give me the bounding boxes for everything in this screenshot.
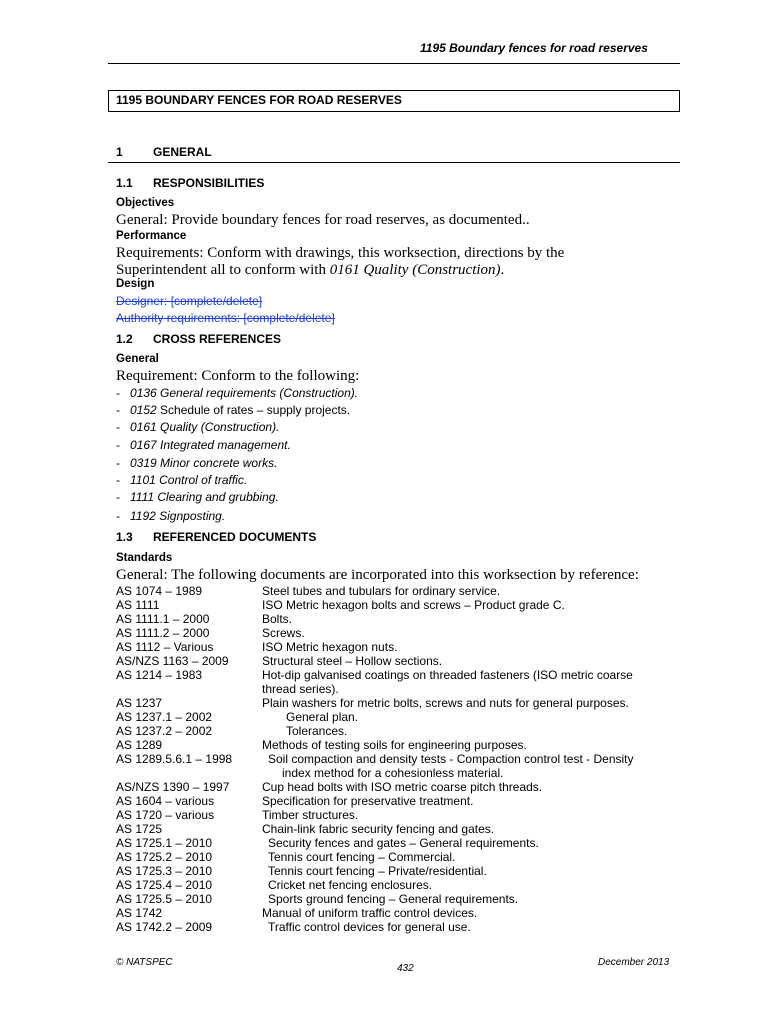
standard-code: AS 1111 xyxy=(116,598,160,612)
performance-line-1: Requirements: Conform with drawings, this worksection, directions by the xyxy=(116,245,565,261)
standard-code: AS 1742.2 – 2009 xyxy=(116,920,213,934)
standard-description: Plain washers for metric bolts, screws and nuts for general purposes. xyxy=(262,696,629,710)
standard-description: Soil compaction and density tests - Compaction control test - Density xyxy=(268,752,634,766)
standard-description: ISO Metric hexagon nuts. xyxy=(262,640,398,654)
subsection-1-1-number: 1.1 xyxy=(116,176,133,190)
standard-code: AS 1111.2 – 2000 xyxy=(116,626,210,640)
standard-code: AS 1289 xyxy=(116,738,163,752)
subsection-1-3-number: 1.3 xyxy=(116,530,133,544)
list-item-ref: 1111 Clearing and grubbing. xyxy=(130,490,279,504)
standard-description: Specification for preservative treatment. xyxy=(262,794,474,808)
list-item: - 1111 Clearing and grubbing. xyxy=(116,490,279,504)
section-1-title: GENERAL xyxy=(153,145,212,159)
objectives-heading: Objectives xyxy=(116,197,175,209)
standard-description-continued: thread series). xyxy=(262,682,339,696)
list-item-ref: 0167 Integrated management. xyxy=(130,438,291,452)
standard-description: ISO Metric hexagon bolts and screws – Product grade C. xyxy=(262,598,565,612)
header-rule xyxy=(108,63,680,64)
subsection-1-2-title: CROSS REFERENCES xyxy=(153,332,282,346)
standard-code: AS 1725.2 – 2010 xyxy=(116,850,213,864)
design-item-designer: Designer: [complete/delete] xyxy=(116,294,263,308)
standard-description: Timber structures. xyxy=(262,808,359,822)
standard-description: Security fences and gates – General requirements. xyxy=(268,836,539,850)
standard-description: Tolerances. xyxy=(286,724,348,738)
list-item: - 0167 Integrated management. xyxy=(116,438,291,452)
standard-description: Steel tubes and tubulars for ordinary service. xyxy=(262,584,501,598)
standard-description: Hot-dip galvanised coatings on threaded fasteners (ISO metric coarse xyxy=(262,668,633,682)
list-item: - 0152 Schedule of rates – supply projects. xyxy=(116,403,351,417)
design-item-authority: Authority requirements: [complete/delete] xyxy=(116,311,335,325)
document-title: 1195 BOUNDARY FENCES FOR ROAD RESERVES xyxy=(116,93,402,107)
standard-code: AS 1604 – various xyxy=(116,794,215,808)
list-item-ref: 0161 Quality (Construction). xyxy=(130,420,280,434)
list-item: - 0136 General requirements (Construction). xyxy=(116,386,359,400)
list-item: - 1192 Signposting. xyxy=(116,509,226,523)
document-title-box xyxy=(108,90,680,112)
running-header: 1195 Boundary fences for road reserves xyxy=(420,41,648,55)
standard-code: AS/NZS 1163 – 2009 xyxy=(116,654,229,668)
list-item-ref: 0152 xyxy=(130,403,157,417)
standard-description: Cricket net fencing enclosures. xyxy=(268,878,433,892)
standard-description: Chain-link fabric security fencing and gates. xyxy=(262,822,495,836)
performance-end: . xyxy=(500,262,505,278)
standard-code: AS/NZS 1390 – 1997 xyxy=(116,780,230,794)
standard-description: Screws. xyxy=(262,626,305,640)
list-item: - 0319 Minor concrete works. xyxy=(116,456,278,470)
standard-code: AS 1725 xyxy=(116,822,163,836)
standard-code: AS 1742 xyxy=(116,906,163,920)
standard-code: AS 1112 – Various xyxy=(116,640,214,654)
performance-line-2 xyxy=(116,262,504,279)
standard-code: AS 1237 xyxy=(116,696,163,710)
standards-intro: General: The following documents are incorporated into this worksection by reference: xyxy=(116,567,639,583)
subsection-1-3-title: REFERENCED DOCUMENTS xyxy=(153,530,317,544)
standard-code: AS 1237.2 – 2002 xyxy=(116,724,213,738)
footer-copyright: © NATSPEC xyxy=(116,957,173,968)
list-item: - 1101 Control of traffic. xyxy=(116,473,248,487)
list-item-ref: 0319 Minor concrete works. xyxy=(130,456,278,470)
section-1-number: 1 xyxy=(116,145,123,159)
subsection-1-2-number: 1.2 xyxy=(116,332,133,346)
standard-code: AS 1720 – various xyxy=(116,808,215,822)
standard-description: Sports ground fencing – General requirements. xyxy=(268,892,519,906)
performance-reference: 0161 Quality (Construction) xyxy=(329,262,501,278)
list-item: - 0161 Quality (Construction). xyxy=(116,420,280,434)
section-rule xyxy=(108,162,680,163)
design-heading: Design xyxy=(116,278,155,290)
footer-page-number: 432 xyxy=(397,963,414,974)
standard-code: AS 1725.1 – 2010 xyxy=(116,836,213,850)
standard-description: Bolts. xyxy=(262,612,293,626)
standard-code: AS 1237.1 – 2002 xyxy=(116,710,213,724)
standard-code: AS 1074 – 1989 xyxy=(116,584,203,598)
subsection-1-1-title: RESPONSIBILITIES xyxy=(153,176,265,190)
list-item-ref: 1101 Control of traffic. xyxy=(130,473,248,487)
list-item-rest: Schedule of rates – supply projects. xyxy=(156,403,351,417)
cross-ref-general-heading: General xyxy=(116,353,159,365)
cross-ref-requirement: Requirement: Conform to the following: xyxy=(116,368,360,384)
standard-description: Manual of uniform traffic control devices. xyxy=(262,906,478,920)
standard-description: General plan. xyxy=(286,710,359,724)
standard-description: Cup head bolts with ISO metric coarse pitch threads. xyxy=(262,780,543,794)
list-item-ref: 1192 Signposting. xyxy=(130,509,226,523)
standard-description: Tennis court fencing – Commercial. xyxy=(268,850,456,864)
standard-description: Tennis court fencing – Private/residential. xyxy=(268,864,487,878)
list-item-ref: 0136 General requirements (Construction). xyxy=(130,386,359,400)
performance-line-2-text: Superintendent all to conform with xyxy=(116,262,330,278)
standard-description-continued: index method for a cohesionless material. xyxy=(282,766,504,780)
standard-code: AS 1214 – 1983 xyxy=(116,668,203,682)
footer-date: December 2013 xyxy=(598,957,670,968)
standard-code: AS 1725.3 – 2010 xyxy=(116,864,213,878)
standard-code: AS 1111.1 – 2000 xyxy=(116,612,210,626)
standard-code: AS 1725.5 – 2010 xyxy=(116,892,213,906)
standard-description: Traffic control devices for general use. xyxy=(268,920,471,934)
standards-heading: Standards xyxy=(116,552,173,564)
standard-code: AS 1725.4 – 2010 xyxy=(116,878,213,892)
standard-description: Methods of testing soils for engineering purposes. xyxy=(262,738,527,752)
standard-description: Structural steel – Hollow sections. xyxy=(262,654,443,668)
performance-heading: Performance xyxy=(116,230,187,242)
objectives-text: General: Provide boundary fences for road reserves, as documented.. xyxy=(116,212,530,228)
standard-code: AS 1289.5.6.1 – 1998 xyxy=(116,752,233,766)
